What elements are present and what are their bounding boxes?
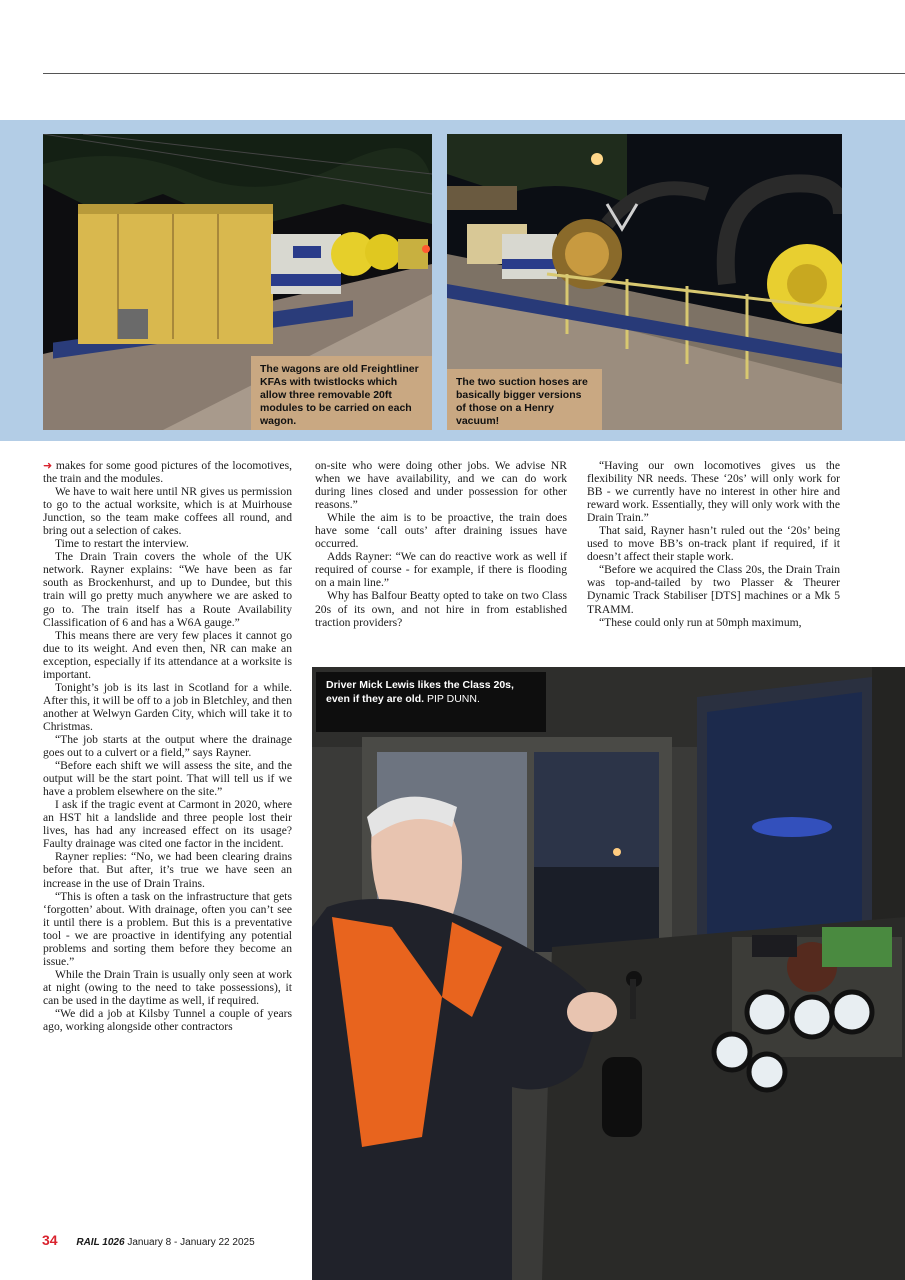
article-paragraph: “These could only run at 50mph maximum, (599, 615, 802, 629)
article-paragraph: “Before each shift we will assess the site, and the output will be the start point. That will tell us if we have a problem elsewhere on the site.” (43, 759, 292, 799)
article-paragraph: This means there are very few places it cannot go due to its weight. And even then, NR can make an exception, especially if its attendance at a worksite is important. (43, 628, 292, 681)
magazine-issue: RAIL 1026 (76, 1237, 125, 1248)
article-paragraph: Why has Balfour Beatty opted to take on two Class 20s of its own, and not hire in from established traction providers? (315, 589, 567, 629)
article-column-1 (43, 459, 292, 1033)
article-paragraph: The Drain Train covers the whole of the UK network. Rayner explains: “We have been as far south as Brockenhurst, and up to Dundee, but this train will go pretty much anywhere we are asked to go to. The train itself has a Route Availability Classification of 6 and has a W6A gauge.” (43, 550, 292, 629)
cab-photo-caption: Driver Mick Lewis likes the Class 20s, even if they are old. PIP DUNN. (316, 672, 546, 732)
article-paragraph: Rayner replies: “No, we had been clearing drains before that. But after, it’s true we have seen an increase in the use of Drain Trains. (43, 850, 292, 890)
page-footer (42, 1232, 255, 1248)
article-paragraph: “This is often a task on the infrastructure that gets ‘forgotten’ about. With drainage, often you can’t see it until there is a problem. But this is a preventative tool - we are proactive in identifying any potential problems and sorting them before they become an issue.” (43, 889, 292, 968)
article-paragraph: “The job starts at the output where the drainage goes out to a culvert or a field,” says Rayner. (43, 732, 292, 760)
wagon-photo-caption: The wagons are old Freightliner KFAs with twistlocks which allow three removable 20ft modules to be carried on each wagon. (251, 356, 432, 430)
continuation-arrow-icon: ➜ (43, 459, 53, 472)
article-column-2 (315, 459, 567, 629)
page-number: 34 (42, 1232, 58, 1248)
article-paragraph: That said, Rayner hasn’t ruled out the ‘20s’ being used to move BB’s on-track plant if required, if it doesn’t affect their staple work. (587, 524, 840, 564)
article-paragraph: While the aim is to be proactive, the train does have some ‘call outs’ after draining issues have occurred. (315, 511, 567, 551)
article-column-3 (587, 459, 840, 629)
issue-dates: January 8 - January 22 2025 (127, 1237, 255, 1248)
article-paragraph: “Having our own locomotives gives us the flexibility NR needs. These ‘20s’ will only work for BB - we currently have no interest in other hire and reward work. Essentially, they will only work with the Drain Train.” (587, 459, 840, 525)
top-rule (43, 73, 905, 74)
article-paragraph: “Before we acquired the Class 20s, the Drain Train was top-and-tailed by two Plasser & Theurer Dynamic Track Stabiliser [DTS] machines or a Mk 5 TRAMM. (587, 563, 840, 616)
article-paragraph: “We did a job at Kilsby Tunnel a couple of years ago, working alongside other contractors (43, 1006, 292, 1034)
article-paragraph: ➜ makes for some good pictures of the locomotives, the train and the modules. (43, 459, 292, 486)
article-paragraph: We have to wait here until NR gives us permission to go to the actual worksite, which is at Muirhouse Junction, so the team make coffees all round, and bring out a selection of cakes. (43, 485, 292, 538)
article-paragraph: I ask if the tragic event at Carmont in 2020, where an HST hit a landslide and three people lost their lives, has had any increased effect on its usage? Faulty drainage was cited one factor in the incident. (43, 798, 292, 851)
article-paragraph: Adds Rayner: “We can do reactive work as well if required of course - for example, if there is flooding on a main line.” (315, 550, 567, 590)
cab-photo (312, 667, 905, 1280)
suction-hose-photo-caption: The two suction hoses are basically bigger versions of those on a Henry vacuum! (447, 369, 602, 430)
article-paragraph: Tonight’s job is its last in Scotland for a while. After this, it will be off to a job in Bletchley, and then another at Welwyn Garden City, which will take it to Christmas. (43, 680, 292, 733)
article-paragraph: While the Drain Train is usually only seen at work at night (owing to the need to take possessions), it can be used in the daytime as well, if required. (43, 967, 292, 1007)
article-paragraph: on-site who were doing other jobs. We advise NR when we have availability, and we can do work during lines closed and under possession for other reasons.” (315, 459, 567, 512)
article-paragraph: Time to restart the interview. (55, 537, 189, 551)
photo-credit: PIP DUNN. (426, 693, 480, 705)
